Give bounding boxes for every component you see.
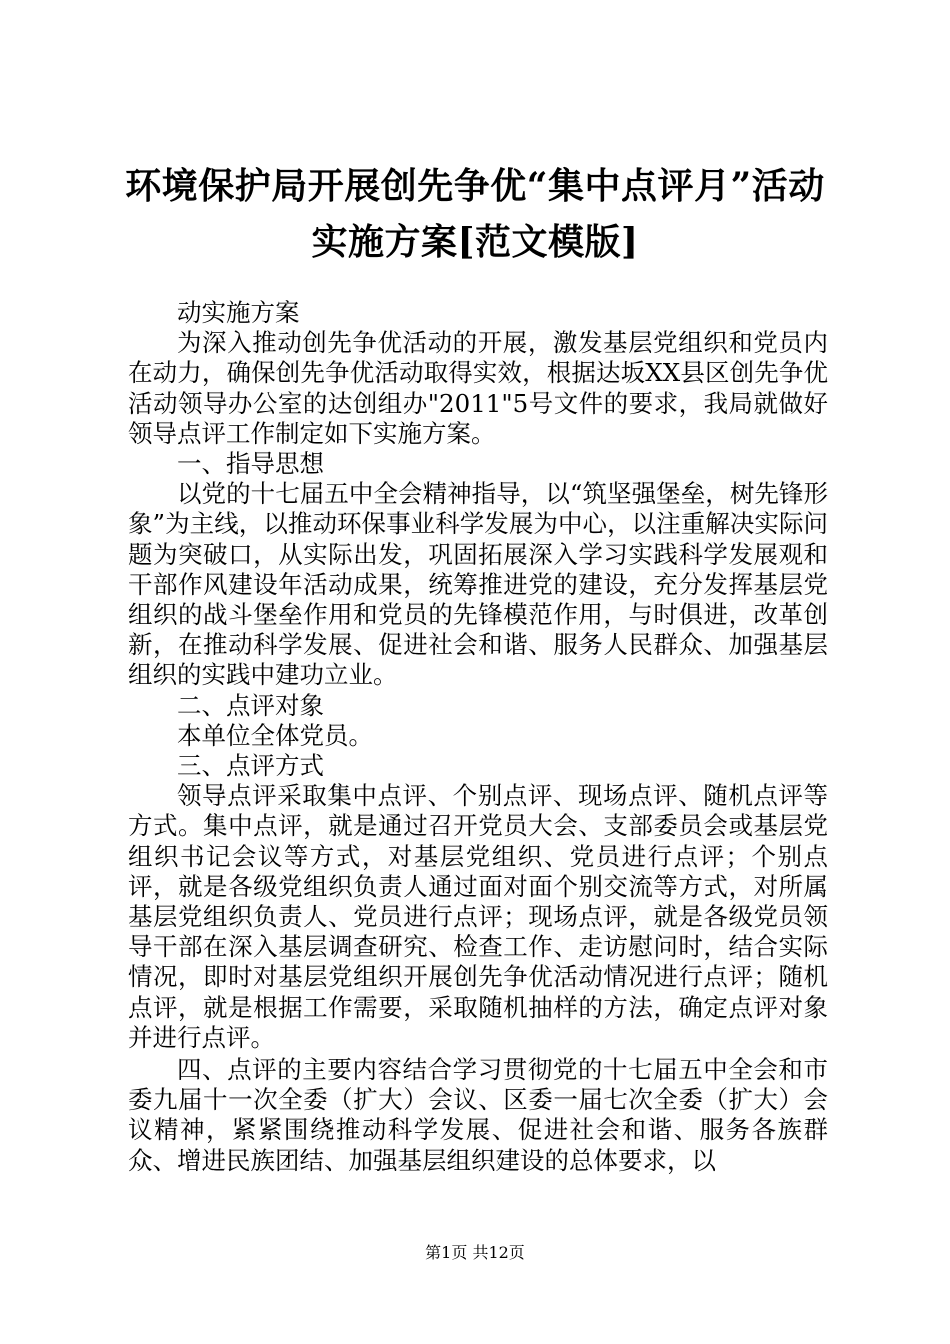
paragraph-review-methods: 领导点评采取集中点评、个别点评、现场点评、随机点评等方式。集中点评，就是通过召开党员大会、支部委员会或基层党组织书记会议等方式，对基层党组织、党员进行点评；个别点评，就是各级党组织负责人通过面对面个别交流等方式，对所属基层党组织负责人、党员进行点评；现场点评，就是各级党员领导干部在深入基层调查研究、检查工作、走访慰问时，结合实际情况，即时对基层党组织开展创先争优活动情况进行点评；随机点评，就是根据工作需要，采取随机抽样的方法，确定点评对象并进行点评。: [128, 781, 828, 1052]
page-number-footer: 第1页 共12页: [425, 1243, 525, 1262]
section-heading-review-targets: 二、点评对象: [177, 690, 324, 720]
section-heading-review-methods: 三、点评方式: [177, 751, 324, 781]
paragraph-review-content: 四、点评的主要内容结合学习贯彻党的十七届五中全会和市委九届十一次全委（扩大）会议、区委一届七次全委（扩大）会议精神，紧紧围绕推动科学发展、促进社会和谐、服务各族群众、增进民族团结、加强基层组织建设的总体要求，以: [128, 1055, 828, 1175]
paragraph-guiding-ideology: 以党的十七届五中全会精神指导，以“筑坚强堡垒，树先锋形象”为主线，以推动环保事业科学发展为中心，以注重解决实际问题为突破口，从实际出发，巩固拓展深入学习实践科学发展观和干部作风建设年活动成果，统筹推进党的建设，充分发挥基层党组织的战斗堡垒作用和党员的先锋模范作用，与时俱进，改革创新，在推动科学发展、促进社会和谐、服务人民群众、加强基层组织的实践中建功立业。: [128, 479, 828, 690]
paragraph-intro-fragment: 动实施方案: [177, 298, 300, 327]
document-body: [128, 298, 828, 1176]
document-title-line-1: 环境保护局开展创先争优“集中点评月”活动: [125, 165, 825, 207]
section-heading-guiding-ideology: 一、指导思想: [177, 449, 324, 479]
paragraph-review-targets: 本单位全体党员。: [177, 720, 373, 750]
document-title-line-2: 实施方案[范文模版]: [311, 221, 639, 263]
paragraph-purpose: 为深入推动创先争优活动的开展，激发基层党组织和党员内在动力，确保创先争优活动取得实效，根据达坂XX县区创先争优活动领导办公室的达创组办"2011"5号文件的要求，我局就做好领导点评工作制定如下实施方案。: [128, 328, 828, 448]
